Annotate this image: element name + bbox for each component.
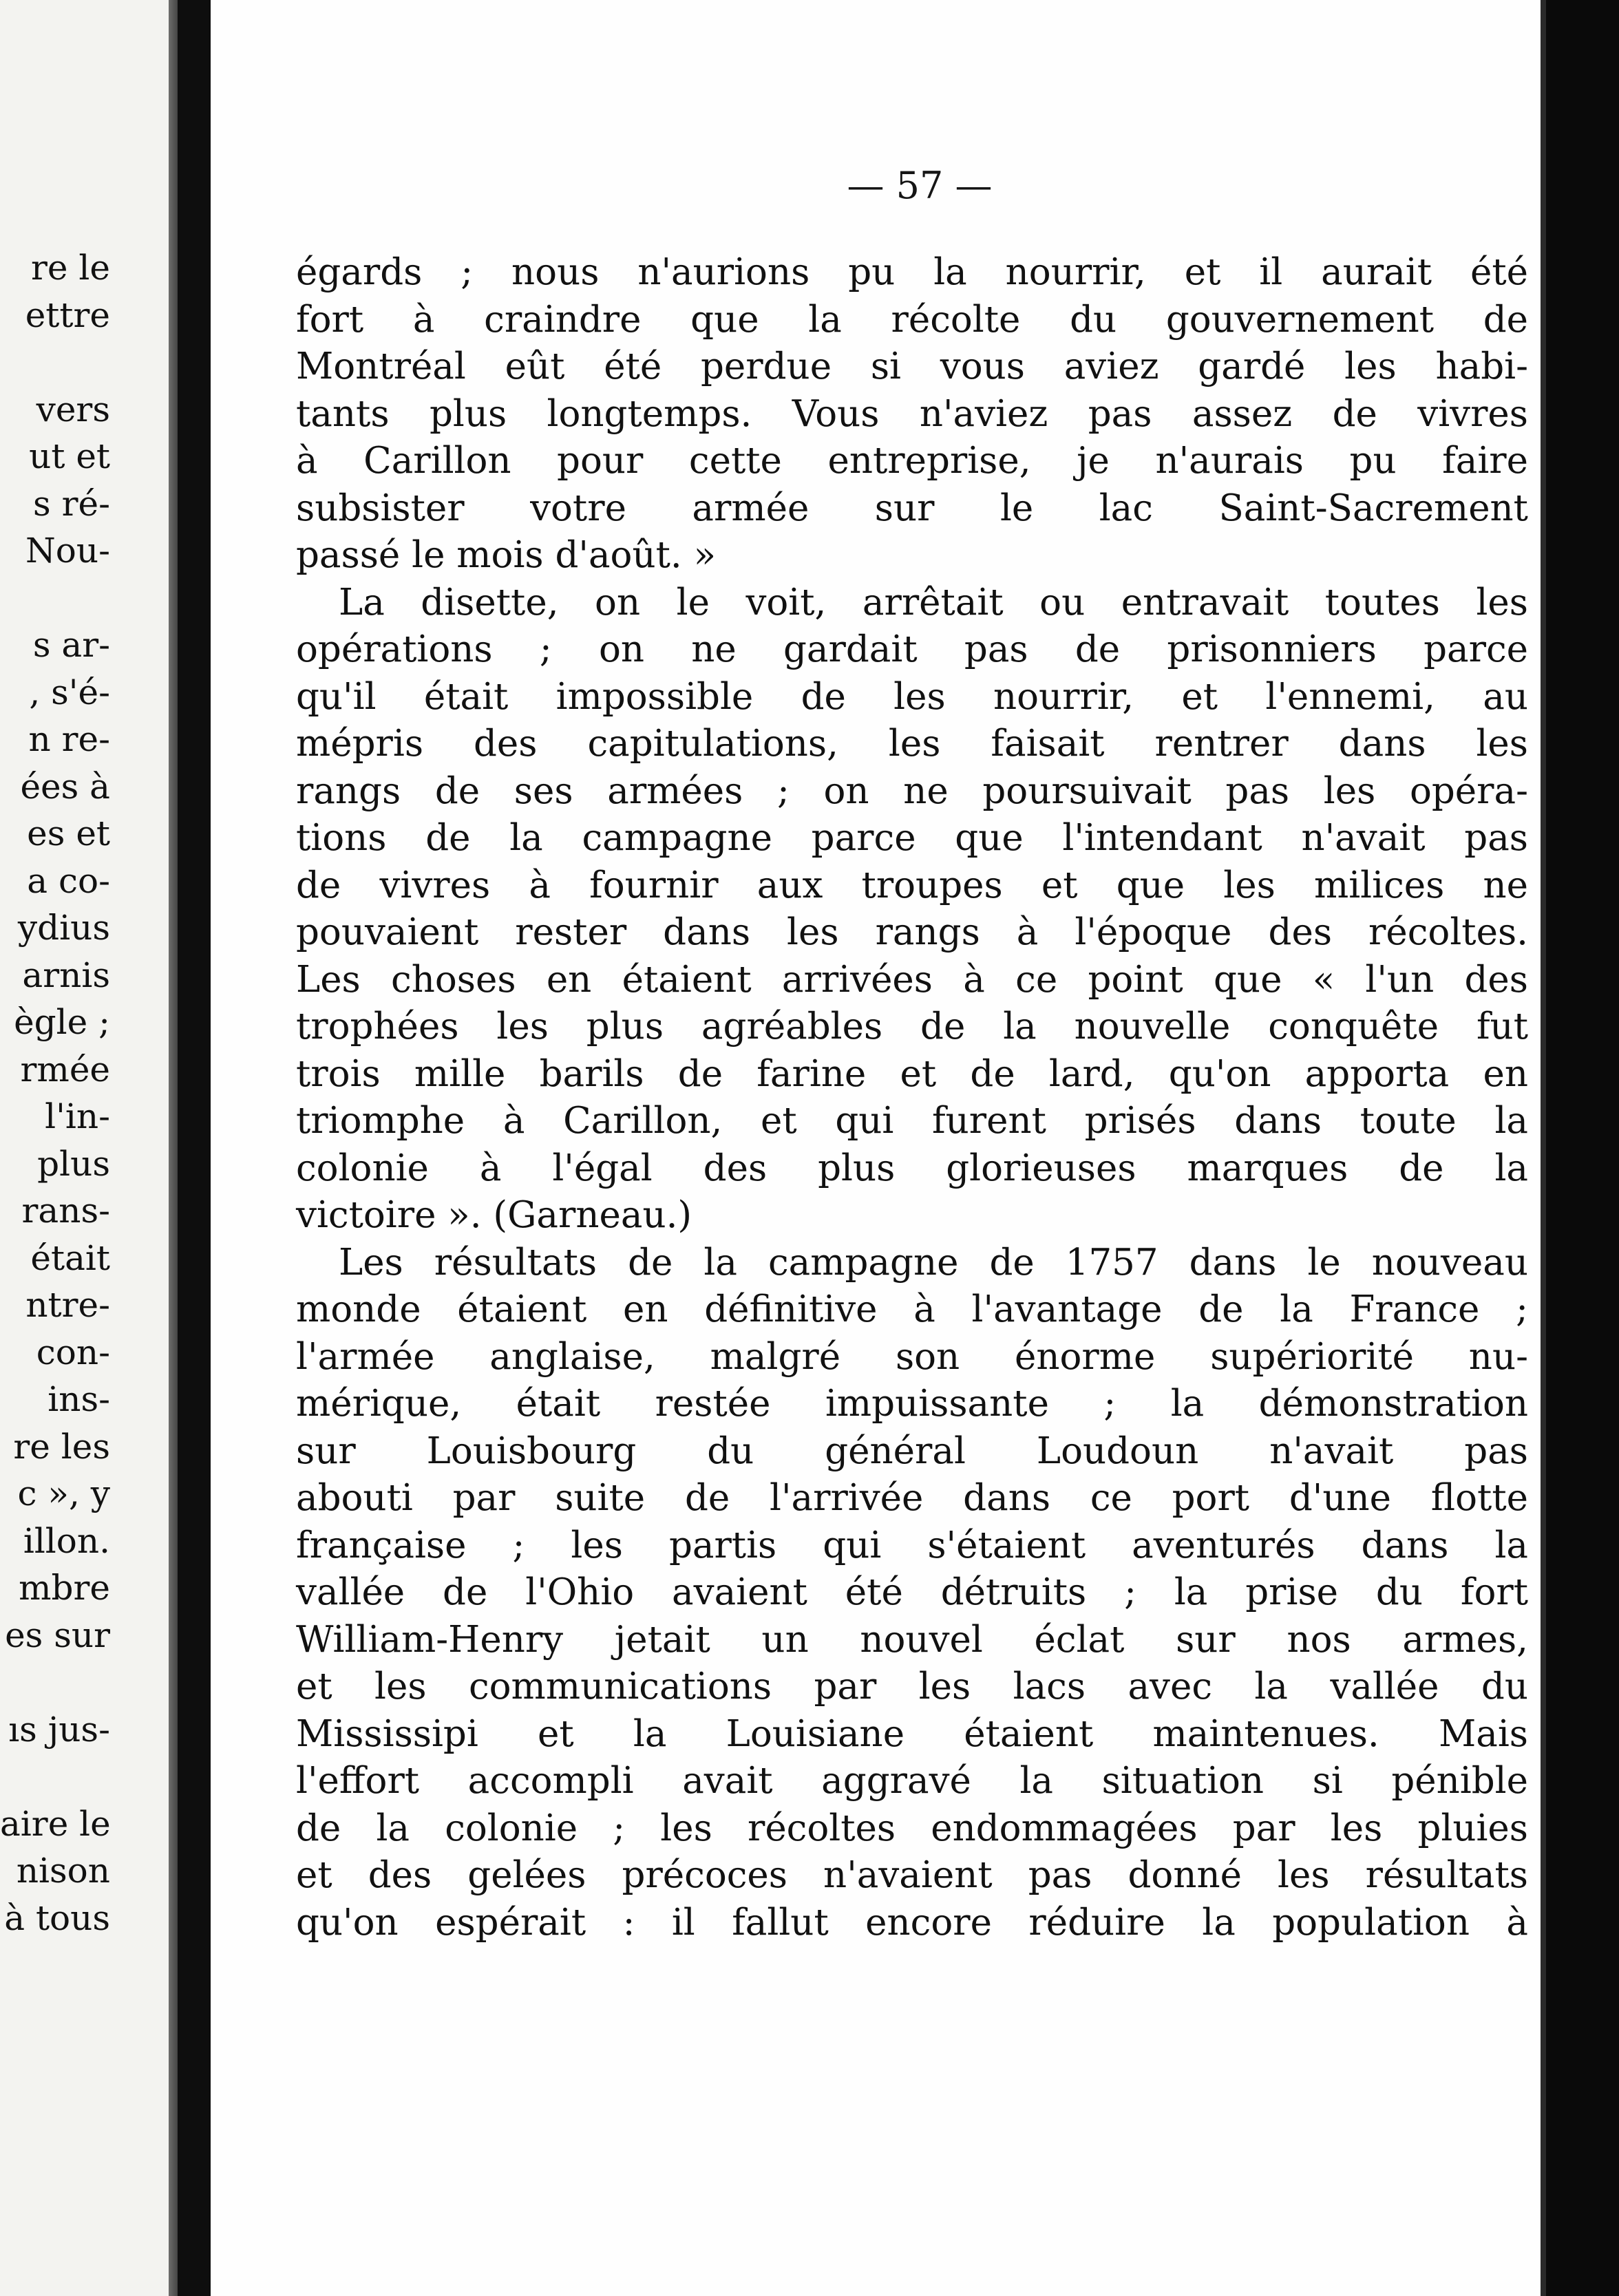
facing-page-text [0, 244, 110, 1942]
text-line: trophées les plus agréables de la nouvelle conquête fut [296, 1006, 1528, 1048]
facing-page-line: re les [13, 1426, 110, 1467]
text-line: rangs de ses armées ; on ne poursuivait pas les opéra- [296, 769, 1528, 812]
text-line: Mississipi et la Louisiane étaient maintenues. Mais [296, 1712, 1528, 1755]
book-gutter [178, 0, 211, 2296]
facing-page-line: vers [36, 389, 110, 429]
facing-page-line [0, 1753, 110, 1800]
text-line: tions de la campagne parce que l'intendant n'avait pas [296, 817, 1528, 859]
page-body-text [296, 249, 1528, 1946]
text-line: triomphe à Carillon, et qui furent prisés dans toute la [296, 1100, 1528, 1142]
text-line: mépris des capitulations, les faisait rentrer dans les [296, 723, 1528, 765]
facing-page-line: ut et [29, 436, 110, 476]
text-line: monde étaient en définitive à l'avantage de la France ; [296, 1288, 1528, 1330]
text-line: trois mille barils de farine et de lard, qu'on apporta en [296, 1052, 1528, 1095]
text-line: à Carillon pour cette entreprise, je n'aurais pu faire [296, 440, 1528, 482]
right-edge-shadow [1541, 0, 1546, 2296]
text-line: pouvaient rester dans les rangs à l'époque des récoltes. [296, 911, 1528, 953]
facing-page-line: es sur [5, 1615, 110, 1655]
facing-page-line: ntre- [25, 1285, 110, 1325]
facing-page-line: ins- [47, 1379, 110, 1419]
facing-page-line: nison [16, 1851, 110, 1891]
text-line: et des gelées précoces n'avaient pas donné les résultats [296, 1854, 1528, 1896]
facing-page-line: illon. [23, 1520, 110, 1561]
page-number: — 57 — [847, 164, 993, 207]
text-line: qu'on espérait : il fallut encore réduire la population à [296, 1901, 1528, 1944]
text-line: tants plus longtemps. Vous n'aviez pas assez de vivres [296, 392, 1528, 435]
facing-page-line: rans- [21, 1191, 110, 1231]
text-line: égards ; nous n'aurions pu la nourrir, et il aurait été [296, 251, 1528, 293]
text-line: William-Henry jetait un nouvel éclat sur nos armes, [296, 1618, 1528, 1661]
text-line: Les résultats de la campagne de 1757 dans le nouveau [339, 1241, 1528, 1284]
facing-page-line: c », y [17, 1474, 110, 1513]
facing-page-line: rmée [20, 1049, 110, 1089]
text-line: et les communications par les lacs avec la vallée du [296, 1666, 1528, 1708]
facing-page-line: à tous [4, 1898, 110, 1938]
text-line: abouti par suite de l'arrivée dans ce port d'une flotte [296, 1477, 1528, 1519]
facing-page-line: aire le [0, 1803, 111, 1844]
text-line: de la colonie ; les récoltes endommagées par les pluies [296, 1807, 1528, 1849]
text-line: colonie à l'égal des plus glorieuses marques de la [296, 1147, 1528, 1189]
facing-page-line: ées à [20, 766, 110, 807]
facing-page-line: , s'é- [29, 672, 110, 712]
facing-page-line: arnis [22, 955, 110, 995]
facing-page-line [0, 339, 110, 386]
text-line: sur Louisbourg du général Loudoun n'avait pas [296, 1429, 1528, 1472]
text-line: l'armée anglaise, malgré son énorme supériorité nu- [296, 1335, 1528, 1378]
facing-page-line: était [30, 1237, 110, 1278]
text-line: française ; les partis qui s'étaient aventurés dans la [296, 1524, 1528, 1566]
facing-page-line: Nou- [25, 531, 110, 571]
facing-page-line: mbre [19, 1568, 110, 1608]
text-line: La disette, on le voit, arrêtait ou entravait toutes les [339, 581, 1528, 624]
text-line: fort à craindre que la récolte du gouvernement de [296, 298, 1528, 341]
facing-page-line [0, 1659, 110, 1706]
facing-page-line: a co- [27, 860, 110, 901]
facing-page-line: re le [31, 248, 110, 288]
facing-page-line: ydius [17, 908, 110, 948]
book-page [211, 0, 1546, 2296]
text-line: subsister votre armée sur le lac Saint-Sacrement [296, 487, 1528, 529]
text-line: qu'il était impossible de les nourrir, et l'ennemi, au [296, 675, 1528, 718]
text-line: Les choses en étaient arrivées à ce point que « l'un des [296, 958, 1528, 1001]
facing-page-line: n re- [28, 719, 110, 759]
text-line: passé le mois d'août. » [296, 534, 717, 576]
right-dark-margin [1546, 0, 1619, 2296]
text-line: mérique, était restée impuissante ; la démonstration [296, 1383, 1528, 1425]
text-line: Montréal eût été perdue si vous aviez gardé les habi- [296, 346, 1528, 387]
text-line: de vivres à fournir aux troupes et que les milices ne [296, 864, 1528, 906]
text-line: vallée de l'Ohio avaient été détruits ; la prise du fort [296, 1571, 1528, 1613]
text-line: l'effort accompli avait aggravé la situation si pénible [296, 1760, 1528, 1802]
facing-page-line: ıs jus- [8, 1709, 110, 1750]
text-line: opérations ; on ne gardait pas de prisonniers parce [296, 628, 1528, 670]
facing-page-line: es et [27, 814, 110, 853]
facing-page-line: plus [37, 1143, 110, 1184]
facing-page-line: ègle ; [14, 1002, 110, 1042]
facing-page-line: s ré- [33, 483, 110, 524]
facing-page-line: ettre [25, 295, 110, 335]
facing-page-line: l'in- [45, 1096, 110, 1136]
facing-page-line [0, 575, 110, 622]
facing-page-line: con- [36, 1332, 110, 1372]
text-line: victoire ». (Garneau.) [296, 1194, 692, 1236]
facing-page-line: s ar- [32, 625, 110, 665]
